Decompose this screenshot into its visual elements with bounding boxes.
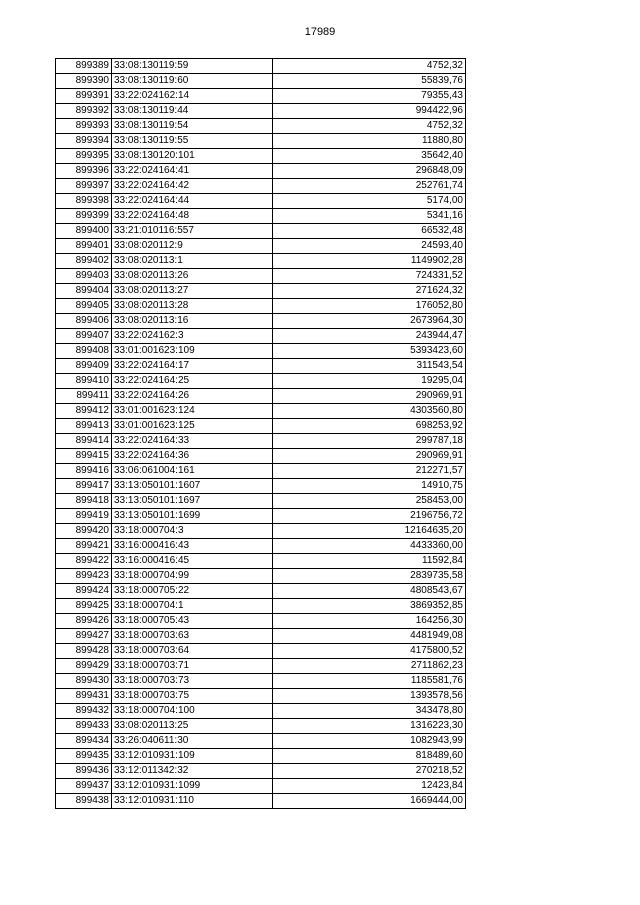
value-cell: 724331,52 [273, 269, 466, 284]
cadastral-number-cell: 33:22:024162:14 [112, 89, 273, 104]
value-cell: 24593,40 [273, 239, 466, 254]
table-row [56, 434, 466, 449]
cadastral-number-cell: 33:12:010931:110 [112, 794, 273, 809]
row-id-cell: 899399 [56, 209, 112, 224]
cadastral-number-cell: 33:08:020113:16 [112, 314, 273, 329]
row-id-cell: 899390 [56, 74, 112, 89]
cadastral-number-cell: 33:18:000703:75 [112, 689, 273, 704]
row-id-cell: 899397 [56, 179, 112, 194]
table-row [56, 239, 466, 254]
table-row [56, 779, 466, 794]
table-row [56, 374, 466, 389]
table-row [56, 659, 466, 674]
cadastral-number-cell: 33:08:020113:26 [112, 269, 273, 284]
value-cell: 1393578,56 [273, 689, 466, 704]
row-id-cell: 899427 [56, 629, 112, 644]
row-id-cell: 899436 [56, 764, 112, 779]
value-cell: 311543,54 [273, 359, 466, 374]
cadastral-number-cell: 33:18:000704:100 [112, 704, 273, 719]
table-row [56, 74, 466, 89]
value-cell: 55839,76 [273, 74, 466, 89]
value-cell: 4752,32 [273, 59, 466, 74]
cadastral-number-cell: 33:22:024164:42 [112, 179, 273, 194]
value-cell: 270218,52 [273, 764, 466, 779]
cadastral-number-cell: 33:08:130119:44 [112, 104, 273, 119]
cadastral-number-cell: 33:06:061004:161 [112, 464, 273, 479]
row-id-cell: 899422 [56, 554, 112, 569]
table-row [56, 584, 466, 599]
table-row [56, 599, 466, 614]
value-cell: 2196756,72 [273, 509, 466, 524]
table-row [56, 794, 466, 809]
row-id-cell: 899406 [56, 314, 112, 329]
table-row [56, 449, 466, 464]
row-id-cell: 899430 [56, 674, 112, 689]
row-id-cell: 899393 [56, 119, 112, 134]
value-cell: 5393423,60 [273, 344, 466, 359]
row-id-cell: 899394 [56, 134, 112, 149]
table-row [56, 269, 466, 284]
table-row [56, 59, 466, 74]
cadastral-number-cell: 33:22:024164:48 [112, 209, 273, 224]
cadastral-number-cell: 33:18:000705:43 [112, 614, 273, 629]
value-cell: 290969,91 [273, 389, 466, 404]
row-id-cell: 899398 [56, 194, 112, 209]
row-id-cell: 899433 [56, 719, 112, 734]
cadastral-number-cell: 33:08:130119:60 [112, 74, 273, 89]
cadastral-number-cell: 33:08:020112:9 [112, 239, 273, 254]
cadastral-number-cell: 33:08:020113:25 [112, 719, 273, 734]
row-id-cell: 899400 [56, 224, 112, 239]
row-id-cell: 899418 [56, 494, 112, 509]
table-row [56, 479, 466, 494]
value-cell: 11880,80 [273, 134, 466, 149]
cadastral-number-cell: 33:18:000703:71 [112, 659, 273, 674]
row-id-cell: 899421 [56, 539, 112, 554]
table-row [56, 689, 466, 704]
row-id-cell: 899415 [56, 449, 112, 464]
row-id-cell: 899424 [56, 584, 112, 599]
table-row [56, 539, 466, 554]
table-row [56, 149, 466, 164]
value-cell: 4175800,52 [273, 644, 466, 659]
row-id-cell: 899425 [56, 599, 112, 614]
cadastral-number-cell: 33:22:024164:41 [112, 164, 273, 179]
value-cell: 1316223,30 [273, 719, 466, 734]
value-cell: 212271,57 [273, 464, 466, 479]
row-id-cell: 899416 [56, 464, 112, 479]
row-id-cell: 899432 [56, 704, 112, 719]
cadastral-number-cell: 33:08:020113:27 [112, 284, 273, 299]
cadastral-number-cell: 33:18:000704:1 [112, 599, 273, 614]
table-row [56, 359, 466, 374]
table-row [56, 389, 466, 404]
value-cell: 818489,60 [273, 749, 466, 764]
value-cell: 299787,18 [273, 434, 466, 449]
cadastral-number-cell: 33:08:130119:59 [112, 59, 273, 74]
table-row [56, 644, 466, 659]
row-id-cell: 899420 [56, 524, 112, 539]
table-row [56, 179, 466, 194]
table-row [56, 299, 466, 314]
value-cell: 4303560,80 [273, 404, 466, 419]
row-id-cell: 899396 [56, 164, 112, 179]
cadastral-number-cell: 33:22:024164:17 [112, 359, 273, 374]
cadastral-number-cell: 33:22:024164:26 [112, 389, 273, 404]
row-id-cell: 899403 [56, 269, 112, 284]
value-cell: 5174,00 [273, 194, 466, 209]
value-cell: 164256,30 [273, 614, 466, 629]
row-id-cell: 899413 [56, 419, 112, 434]
value-cell: 290969,91 [273, 449, 466, 464]
row-id-cell: 899409 [56, 359, 112, 374]
value-cell: 1082943,99 [273, 734, 466, 749]
cadastral-number-cell: 33:08:020113:28 [112, 299, 273, 314]
row-id-cell: 899395 [56, 149, 112, 164]
value-cell: 35642,40 [273, 149, 466, 164]
value-cell: 271624,32 [273, 284, 466, 299]
value-cell: 2711862,23 [273, 659, 466, 674]
row-id-cell: 899431 [56, 689, 112, 704]
cadastral-number-cell: 33:08:020113:1 [112, 254, 273, 269]
table-row [56, 674, 466, 689]
cadastral-number-cell: 33:18:000703:63 [112, 629, 273, 644]
row-id-cell: 899410 [56, 374, 112, 389]
table-row [56, 764, 466, 779]
value-cell: 4433360,00 [273, 539, 466, 554]
registry-table-body [56, 59, 466, 809]
value-cell: 2839735,58 [273, 569, 466, 584]
value-cell: 4808543,67 [273, 584, 466, 599]
value-cell: 4481949,08 [273, 629, 466, 644]
value-cell: 12164635,20 [273, 524, 466, 539]
row-id-cell: 899407 [56, 329, 112, 344]
cadastral-number-cell: 33:01:001623:124 [112, 404, 273, 419]
value-cell: 14910,75 [273, 479, 466, 494]
row-id-cell: 899428 [56, 644, 112, 659]
cadastral-number-cell: 33:22:024164:44 [112, 194, 273, 209]
value-cell: 2673964,30 [273, 314, 466, 329]
value-cell: 1149902,28 [273, 254, 466, 269]
value-cell: 4752,32 [273, 119, 466, 134]
cadastral-number-cell: 33:12:010931:1099 [112, 779, 273, 794]
table-row [56, 614, 466, 629]
table-row [56, 254, 466, 269]
cadastral-number-cell: 33:22:024164:25 [112, 374, 273, 389]
table-row [56, 209, 466, 224]
cadastral-number-cell: 33:22:024162:3 [112, 329, 273, 344]
row-id-cell: 899429 [56, 659, 112, 674]
row-id-cell: 899411 [56, 389, 112, 404]
value-cell: 79355,43 [273, 89, 466, 104]
value-cell: 243944,47 [273, 329, 466, 344]
cadastral-number-cell: 33:22:024164:36 [112, 449, 273, 464]
cadastral-number-cell: 33:01:001623:109 [112, 344, 273, 359]
table-row [56, 719, 466, 734]
cadastral-number-cell: 33:13:050101:1699 [112, 509, 273, 524]
cadastral-number-cell: 33:16:000416:45 [112, 554, 273, 569]
table-row [56, 404, 466, 419]
row-id-cell: 899417 [56, 479, 112, 494]
value-cell: 698253,92 [273, 419, 466, 434]
cadastral-number-cell: 33:08:130119:55 [112, 134, 273, 149]
table-row [56, 119, 466, 134]
table-row [56, 329, 466, 344]
row-id-cell: 899404 [56, 284, 112, 299]
row-id-cell: 899414 [56, 434, 112, 449]
value-cell: 994422,96 [273, 104, 466, 119]
table-row [56, 419, 466, 434]
cadastral-number-cell: 33:22:024164:33 [112, 434, 273, 449]
cadastral-number-cell: 33:08:130120:101 [112, 149, 273, 164]
cadastral-number-cell: 33:08:130119:54 [112, 119, 273, 134]
value-cell: 252761,74 [273, 179, 466, 194]
table-row [56, 464, 466, 479]
table-row [56, 284, 466, 299]
cadastral-number-cell: 33:12:011342:32 [112, 764, 273, 779]
page-number: 17989 [304, 26, 336, 38]
cadastral-number-cell: 33:13:050101:1697 [112, 494, 273, 509]
row-id-cell: 899423 [56, 569, 112, 584]
value-cell: 258453,00 [273, 494, 466, 509]
row-id-cell: 899437 [56, 779, 112, 794]
table-row [56, 134, 466, 149]
table-row [56, 314, 466, 329]
cadastral-number-cell: 33:13:050101:1607 [112, 479, 273, 494]
table-row [56, 344, 466, 359]
row-id-cell: 899435 [56, 749, 112, 764]
table-row [56, 104, 466, 119]
table-row [56, 749, 466, 764]
table-row [56, 509, 466, 524]
cadastral-number-cell: 33:18:000705:22 [112, 584, 273, 599]
table-row [56, 164, 466, 179]
cadastral-number-cell: 33:18:000703:73 [112, 674, 273, 689]
cadastral-number-cell: 33:18:000703:64 [112, 644, 273, 659]
row-id-cell: 899408 [56, 344, 112, 359]
row-id-cell: 899419 [56, 509, 112, 524]
table-row [56, 524, 466, 539]
value-cell: 3869352,85 [273, 599, 466, 614]
table-row [56, 89, 466, 104]
row-id-cell: 899405 [56, 299, 112, 314]
row-id-cell: 899391 [56, 89, 112, 104]
row-id-cell: 899392 [56, 104, 112, 119]
cadastral-number-cell: 33:12:010931:109 [112, 749, 273, 764]
value-cell: 19295,04 [273, 374, 466, 389]
cadastral-number-cell: 33:16:000416:43 [112, 539, 273, 554]
table-row [56, 194, 466, 209]
registry-table [55, 58, 466, 809]
table-row [56, 629, 466, 644]
value-cell: 66532,48 [273, 224, 466, 239]
value-cell: 1185581,76 [273, 674, 466, 689]
value-cell: 296848,09 [273, 164, 466, 179]
row-id-cell: 899434 [56, 734, 112, 749]
table-row [56, 734, 466, 749]
row-id-cell: 899401 [56, 239, 112, 254]
value-cell: 11592,84 [273, 554, 466, 569]
table-row [56, 494, 466, 509]
value-cell: 176052,80 [273, 299, 466, 314]
table-row [56, 554, 466, 569]
value-cell: 1669444,00 [273, 794, 466, 809]
table-row [56, 224, 466, 239]
table-row [56, 704, 466, 719]
value-cell: 5341,16 [273, 209, 466, 224]
row-id-cell: 899402 [56, 254, 112, 269]
value-cell: 12423,84 [273, 779, 466, 794]
row-id-cell: 899438 [56, 794, 112, 809]
cadastral-number-cell: 33:18:000704:3 [112, 524, 273, 539]
row-id-cell: 899412 [56, 404, 112, 419]
row-id-cell: 899426 [56, 614, 112, 629]
cadastral-number-cell: 33:21:010116:557 [112, 224, 273, 239]
cadastral-number-cell: 33:26:040611:30 [112, 734, 273, 749]
cadastral-number-cell: 33:01:001623:125 [112, 419, 273, 434]
row-id-cell: 899389 [56, 59, 112, 74]
table-row [56, 569, 466, 584]
value-cell: 343478,80 [273, 704, 466, 719]
cadastral-number-cell: 33:18:000704:99 [112, 569, 273, 584]
